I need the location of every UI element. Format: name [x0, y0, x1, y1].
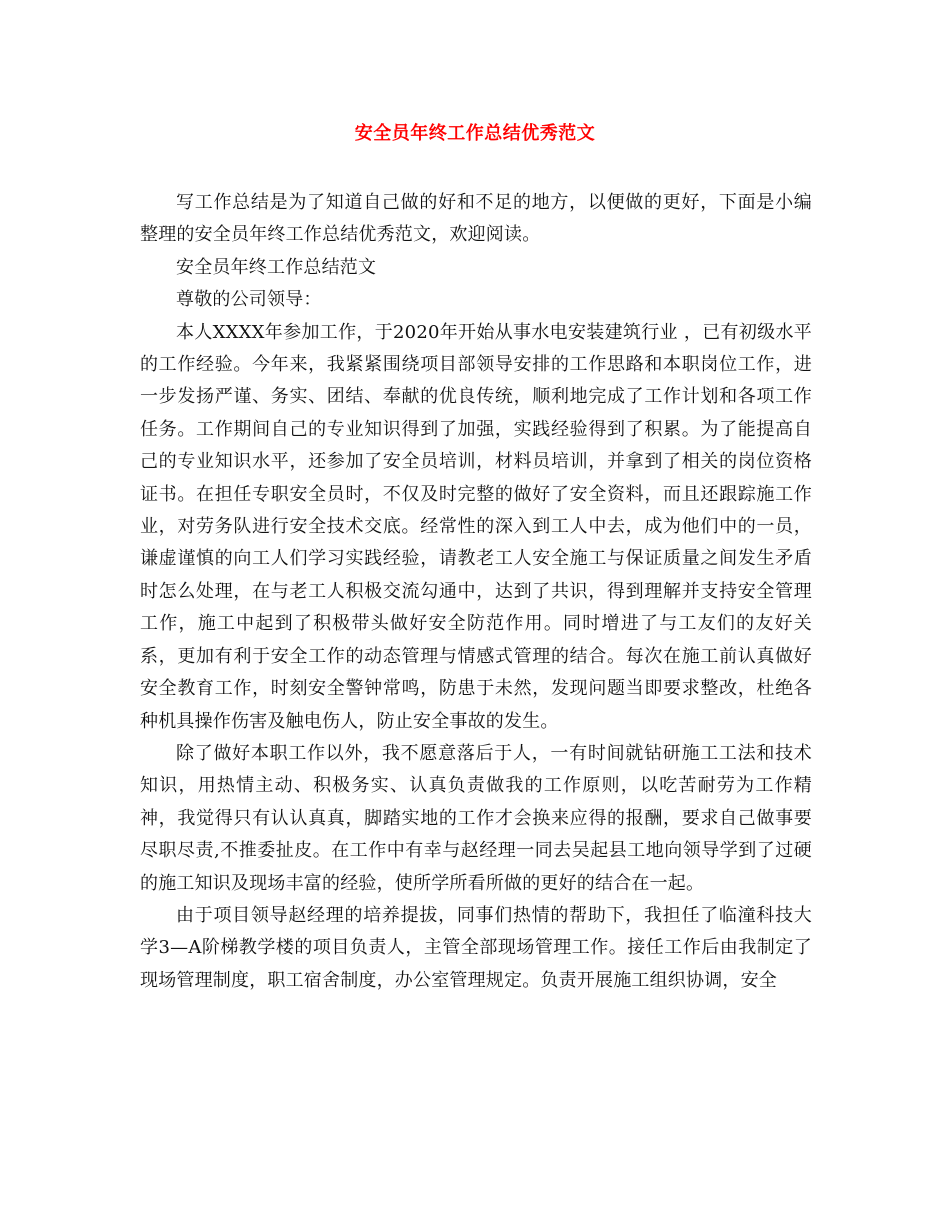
- paragraph-self-study: 除了做好本职工作以外，我不愿意落后于人，一有时间就钻研施工工法和技术知识，用热情主动、积极务实、认真负责做我的工作原则，以吃苦耐劳为工作精神，我觉得只有认认真真，脚踏实地的工作才会换来应得的报酬，要求自己做事要尽职尽责,不推委扯皮。在工作中有幸与赵经理一同去吴起县工地向领导学到了过硬的施工知识及现场丰富的经验，使所学所看所做的更好的结合在一起。: [140, 742, 812, 894]
- paragraph-salutation: 尊敬的公司领导：: [176, 289, 322, 311]
- paragraph-intro: 写工作总结是为了知道自己做的好和不足的地方，以便做的更好，下面是小编整理的安全员年终工作总结优秀范文，欢迎阅读。: [140, 192, 812, 246]
- paragraph-work-experience: 本人XXXX年参加工作，于2020年开始从事水电安装建筑行业 ，已有初级水平的工作经验。今年来，我紧紧围绕项目部领导安排的工作思路和本职岗位工作，进一步发扬严谨、务实、团结、奉献的优良传统，顺利地完成了工作计划和各项工作任务。工作期间自己的专业知识得到了加强，实践经验得到了积累。为了能提高自己的专业知识水平，还参加了安全员培训，材料员培训，并拿到了相关的岗位资格证书。在担任专职安全员时，不仅及时完整的做好了安全资料，而且还跟踪施工作业，对劳务队进行安全技术交底。经常性的深入到工人中去，成为他们中的一员，谦虚谨慎的向工人们学习实践经验，请教老工人安全施工与保证质量之间发生矛盾时怎么处理，在与老工人积极交流勾通中，达到了共识，得到理解并支持安全管理工作，施工中起到了积极带头做好安全防范作用。同时增进了与工友们的友好关系，更加有利于安全工作的动态管理与情感式管理的结合。每次在施工前认真做好安全教育工作，时刻安全警钟常鸣，防患于未然，发现问题当即要求整改，杜绝各种机具操作伤害及触电伤人，防止安全事故的发生。: [140, 321, 812, 732]
- document-body: [140, 187, 812, 997]
- document-title: 安全员年终工作总结优秀范文: [354, 123, 596, 144]
- paragraph-project-lead: 由于项目领导赵经理的培养提拔，同事们热情的帮助下，我担任了临潼科技大学3—A阶梯教学楼的项目负责人，主管全部现场管理工作。接任工作后由我制定了现场管理制度，职工宿舍制度，办公室管理规定。负责开展施工组织协调，安全: [140, 904, 812, 991]
- paragraph-subtitle: 安全员年终工作总结范文: [176, 256, 377, 278]
